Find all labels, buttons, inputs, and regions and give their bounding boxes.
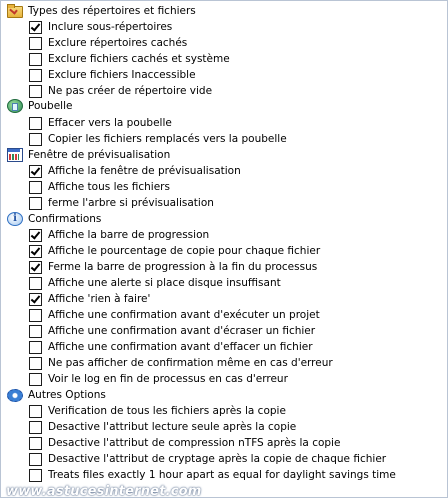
checkbox[interactable] [29, 277, 42, 290]
checkbox[interactable] [29, 37, 42, 50]
recycle-bin-icon [7, 99, 23, 113]
checkbox-label: ferme l'arbre si prévisualisation [48, 197, 214, 209]
checkbox-show-log-on-error[interactable] [29, 371, 288, 387]
checkbox[interactable] [29, 197, 42, 210]
preview-window-icon [7, 148, 23, 162]
checkbox-no-empty-dir[interactable] [29, 83, 212, 99]
checkbox[interactable] [29, 405, 42, 418]
checkbox-show-copy-percentage[interactable] [29, 243, 320, 259]
checkbox-label: Ne pas créer de répertoire vide [48, 85, 213, 97]
checkbox-verify-after-copy[interactable] [29, 403, 286, 419]
checkbox-show-progress-bar[interactable] [29, 227, 209, 243]
section-title: Confirmations [28, 213, 102, 225]
checkbox[interactable] [29, 133, 42, 146]
section-title: Types des répertoires et fichiers [28, 5, 196, 17]
settings-gear-icon [7, 389, 23, 402]
checkbox-confirm-overwrite[interactable] [29, 323, 315, 339]
checkbox[interactable] [29, 261, 42, 274]
checkbox-label: Affiche une confirmation avant d'exécuter un projet [48, 309, 320, 321]
checkbox-label: Exclure répertoires cachés [48, 37, 188, 49]
checkbox-close-progress-bar[interactable] [29, 259, 317, 275]
section-title: Autres Options [28, 389, 106, 401]
checkbox-label: Affiche la barre de progression [48, 229, 210, 241]
section-title: Poubelle [28, 100, 73, 112]
checkbox[interactable] [29, 165, 42, 178]
section-header-types [7, 3, 196, 19]
section-header-other-options [7, 387, 106, 403]
checkbox[interactable] [29, 453, 42, 466]
checkbox[interactable] [29, 21, 42, 34]
checkbox-label: Exclure fichiers Inaccessible [48, 69, 196, 81]
checkbox-label: Affiche tous les fichiers [48, 181, 170, 193]
checkbox-disk-space-alert[interactable] [29, 275, 281, 291]
checkbox[interactable] [29, 469, 42, 482]
checkbox[interactable] [29, 69, 42, 82]
checkbox-label: Treats files exactly 1 hour apart as equal for daylight savings time [48, 469, 396, 481]
checkbox-label: Verification de tous les fichiers après la copie [48, 405, 286, 417]
checkbox-include-subdirs[interactable] [29, 19, 172, 35]
checkbox[interactable] [29, 437, 42, 450]
checkbox[interactable] [29, 245, 42, 258]
checkbox-confirm-delete[interactable] [29, 339, 313, 355]
checkbox-no-confirm-on-error[interactable] [29, 355, 333, 371]
checkbox-confirm-run-project[interactable] [29, 307, 320, 323]
checkbox-label: Copier les fichiers remplacés vers la poubelle [48, 133, 287, 145]
watermark: www.astucesinternet.com [6, 484, 202, 499]
checkbox-exclude-hidden-system-files[interactable] [29, 51, 230, 67]
checkbox-label: Affiche la fenêtre de prévisualisation [48, 165, 241, 177]
checkbox-show-all-files[interactable] [29, 179, 170, 195]
checkbox-label: Inclure sous-répertoires [48, 21, 173, 33]
info-icon: i [7, 212, 23, 226]
checkbox[interactable] [29, 181, 42, 194]
checkbox-disable-ntfs-compression[interactable] [29, 435, 340, 451]
checkbox-label: Ferme la barre de progression à la fin du processus [48, 261, 318, 273]
checkbox-delete-to-bin[interactable] [29, 115, 172, 131]
checkbox-exclude-hidden-dirs[interactable] [29, 35, 187, 51]
checkbox-label: Affiche une alerte si place disque insuffisant [48, 277, 281, 289]
checkbox[interactable] [29, 357, 42, 370]
checkbox-exclude-inaccessible[interactable] [29, 67, 196, 83]
checkbox-show-nothing-to-do[interactable] [29, 291, 150, 307]
checkbox-label: Voir le log en fin de processus en cas d'erreur [48, 373, 288, 385]
checkbox[interactable] [29, 325, 42, 338]
checkbox-label: Affiche 'rien à faire' [48, 293, 151, 305]
checkbox-label: Desactive l'attribut de cryptage après la copie de chaque fichier [48, 453, 387, 465]
checkbox-label: Affiche une confirmation avant d'écraser un fichier [48, 325, 316, 337]
checkbox[interactable] [29, 373, 42, 386]
checkbox[interactable] [29, 229, 42, 242]
folder-check-icon [7, 6, 23, 18]
checkbox-show-preview[interactable] [29, 163, 241, 179]
checkbox[interactable] [29, 309, 42, 322]
checkbox[interactable] [29, 117, 42, 130]
checkbox-label: Ne pas afficher de confirmation même en cas d'erreur [48, 357, 333, 369]
checkbox[interactable] [29, 53, 42, 66]
checkbox-label: Desactive l'attribut de compression nTFS après la copie [48, 437, 341, 449]
checkbox-label: Exclure fichiers cachés et système [48, 53, 230, 65]
checkbox-disable-readonly[interactable] [29, 419, 296, 435]
section-header-preview [7, 147, 170, 163]
checkbox[interactable] [29, 421, 42, 434]
section-title: Fenêtre de prévisualisation [28, 149, 171, 161]
checkbox[interactable] [29, 341, 42, 354]
checkbox-label: Affiche le pourcentage de copie pour chaque fichier [48, 245, 321, 257]
checkbox[interactable] [29, 293, 42, 306]
checkbox-disable-encryption[interactable] [29, 451, 386, 467]
checkbox[interactable] [29, 85, 42, 98]
section-header-confirmations [7, 211, 101, 227]
section-header-poubelle [7, 98, 72, 114]
checkbox-daylight-savings[interactable] [29, 467, 396, 483]
checkbox-label: Affiche une confirmation avant d'effacer un fichier [48, 341, 313, 353]
checkbox-close-tree[interactable] [29, 195, 214, 211]
checkbox-label: Desactive l'attribut lecture seule après la copie [48, 421, 297, 433]
checkbox-copy-replaced-to-bin[interactable] [29, 131, 287, 147]
checkbox-label: Effacer vers la poubelle [48, 117, 172, 129]
